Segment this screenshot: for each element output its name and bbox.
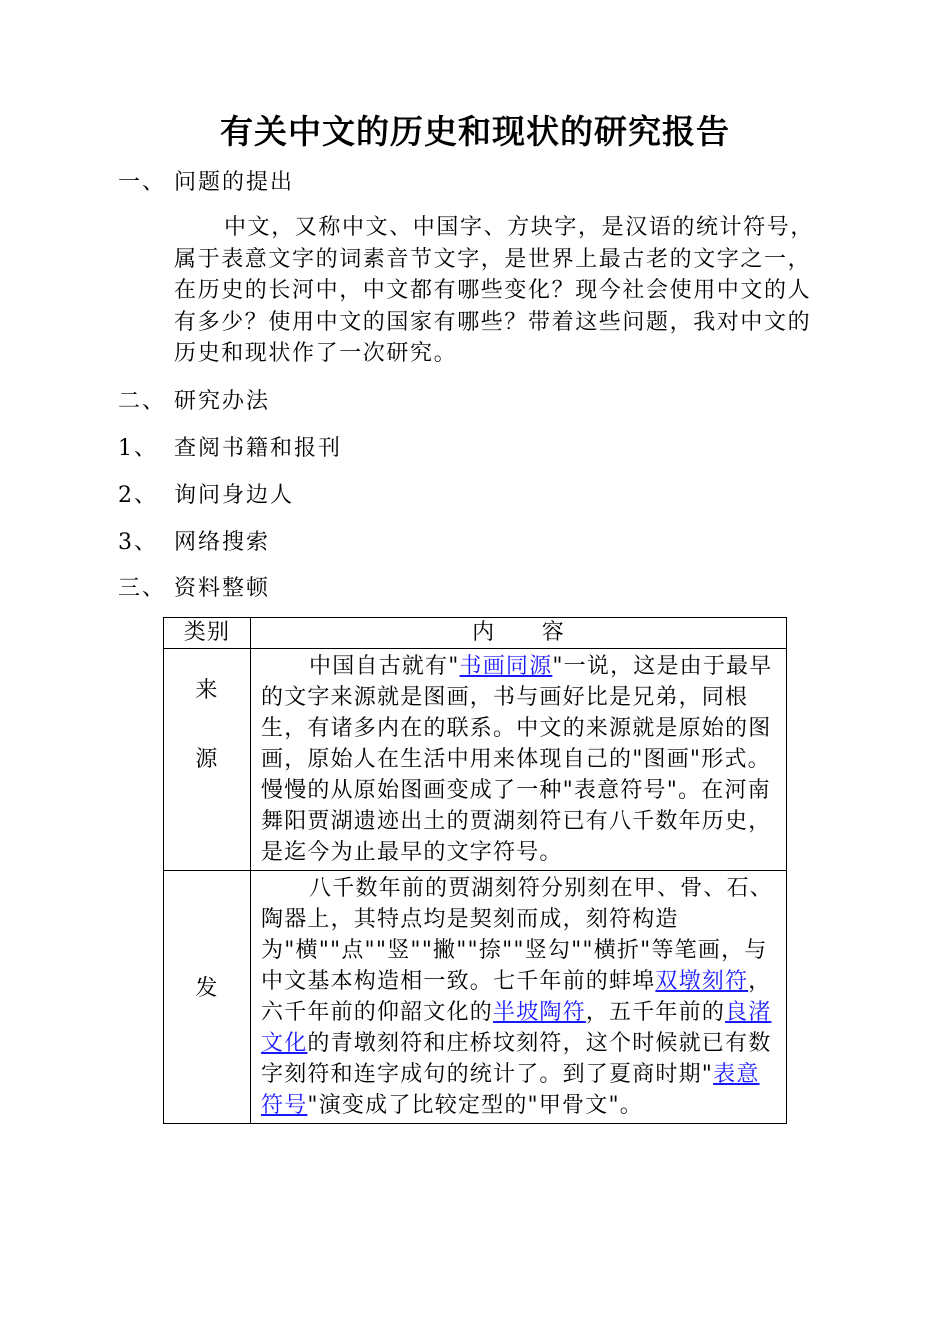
intro-paragraph: [174, 212, 824, 370]
table-row: [164, 649, 787, 871]
link-liangzhu-wenhua[interactable]: 良渚文化: [261, 1000, 772, 1056]
materials-table: [163, 617, 787, 1124]
content-text: 八千数年前的贾湖刻符分别刻在甲、骨、石、陶器上，其特点均是契刻而成，刻符构造为"横""点""竖""撇""捺""竖勾""横折"等笔画，与中文基本构造相一致。七千年前的蚌埠: [261, 876, 774, 994]
link-shuhua-tongyuan[interactable]: 书画同源: [459, 654, 553, 679]
section-heading-materials: [118, 574, 270, 604]
intro-text: 中文，又称中文、中国字、方块字，是汉语的统计符号，属于表意文字的词素音节文字，是世界上最古老的文字之一，在历史的长河中，中文都有哪些变化？现今社会使用中文的人有多少？使用中文的国家有哪些？带着这些问题，我对中文的历史和现状作了一次研究。: [174, 215, 815, 366]
category-char: 源: [195, 747, 219, 772]
category-cell: [164, 649, 251, 871]
section-number: 三、: [118, 576, 167, 601]
section-heading-problem: [118, 168, 294, 198]
content-text: ，六千年前的仰韶文化的: [261, 969, 772, 1025]
link-shuangdun-kefu[interactable]: 双墩刻符: [655, 969, 749, 994]
content-text: 的青墩刻符和庄桥坟刻符，这个时候就已有数字刻符和连字成句的统计了。到了夏商时期": [261, 1031, 772, 1087]
section-label: 问题的提出: [174, 170, 295, 195]
table-row: [164, 871, 787, 1124]
section-label: 资料整顿: [174, 576, 271, 601]
document-title: 有关中文的历史和现状的研究报告: [220, 112, 730, 151]
method-item-3: [118, 528, 270, 558]
content-cell: [251, 649, 787, 871]
method-item-2: [118, 481, 294, 511]
content-text: "演变成了比较定型的"甲骨文"。: [307, 1093, 643, 1118]
section-number: 一、: [118, 170, 167, 195]
link-banpo-taofu[interactable]: 半坡陶符: [493, 1000, 586, 1025]
category-char: 发: [195, 976, 219, 1001]
header-category: 类别: [164, 618, 251, 649]
item-number: 3、: [118, 530, 158, 555]
content-cell: [251, 871, 787, 1124]
section-heading-method: [118, 387, 270, 417]
method-item-1: [118, 434, 342, 464]
content-text: ，五千年前的: [585, 1000, 726, 1025]
link-biaoyi-fuhao[interactable]: 表意符号: [261, 1062, 760, 1118]
section-label: 研究办法: [174, 389, 271, 414]
table-header-row: [164, 618, 787, 649]
content-text: 中国自古就有": [309, 654, 460, 679]
item-number: 2、: [118, 483, 158, 508]
item-number: 1、: [118, 436, 158, 461]
item-label: 查阅书籍和报刊: [174, 436, 343, 461]
item-label: 网络搜索: [174, 530, 271, 555]
item-label: 询问身边人: [174, 483, 295, 508]
header-content: 内 容: [251, 618, 787, 649]
category-cell: [164, 871, 251, 1124]
content-text: "一说，这是由于最早的文字来源就是图画，书与画好比是兄弟，同根生，有诸多内在的联系。中文的来源就是原始的图画，原始人在生活中用来体现自己的"图画"形式。慢慢的从原始图画变成了一种"表意符号"。在河南舞阳贾湖遗迹出土的贾湖刻符已有八千数年历史，是迄今为止最早的文字符号。: [261, 654, 773, 865]
section-number: 二、: [118, 389, 167, 414]
category-char: 来: [195, 678, 219, 703]
